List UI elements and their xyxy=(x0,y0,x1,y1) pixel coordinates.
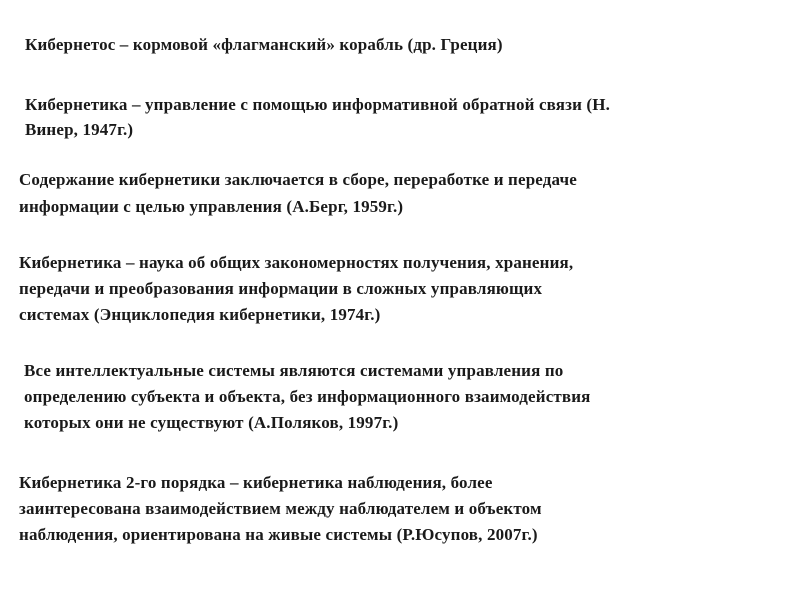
text-line: информации с целью управления (А.Берг, 1959г.) xyxy=(19,197,404,216)
text-line: Кибернетика – наука об общих закономерностях получения, хранения, xyxy=(19,253,574,272)
definition-encyclopedia xyxy=(19,250,573,328)
text-line: Кибернетос – кормовой «флагманский» корабль (др. Греция) xyxy=(25,35,503,54)
definition-yusupov xyxy=(19,470,542,548)
definition-polyakov xyxy=(24,358,591,436)
definition-berg xyxy=(19,166,577,220)
text-line: Кибернетика – управление с помощью информативной обратной связи (Н. xyxy=(25,95,611,114)
text-line: Кибернетика 2-го порядка – кибернетика наблюдения, более xyxy=(19,473,493,492)
definition-kybernetos xyxy=(25,33,503,57)
definition-wiener xyxy=(25,92,610,142)
text-line: Содержание кибернетики заключается в сборе, переработке и передаче xyxy=(19,170,577,189)
text-line: системах (Энциклопедия кибернетики, 1974г.) xyxy=(19,305,381,324)
text-line: заинтересована взаимодействием между наблюдателем и объектом xyxy=(19,499,542,518)
text-line: определению субъекта и объекта, без информационного взаимодействия xyxy=(24,387,591,406)
text-line: наблюдения, ориентирована на живые системы (Р.Юсупов, 2007г.) xyxy=(19,525,538,544)
text-line: передачи и преобразования информации в сложных управляющих xyxy=(19,279,543,298)
text-line: Все интеллектуальные системы являются системами управления по xyxy=(24,361,564,380)
text-line: Винер, 1947г.) xyxy=(25,120,134,139)
text-line: которых они не существуют (А.Поляков, 1997г.) xyxy=(24,413,399,432)
